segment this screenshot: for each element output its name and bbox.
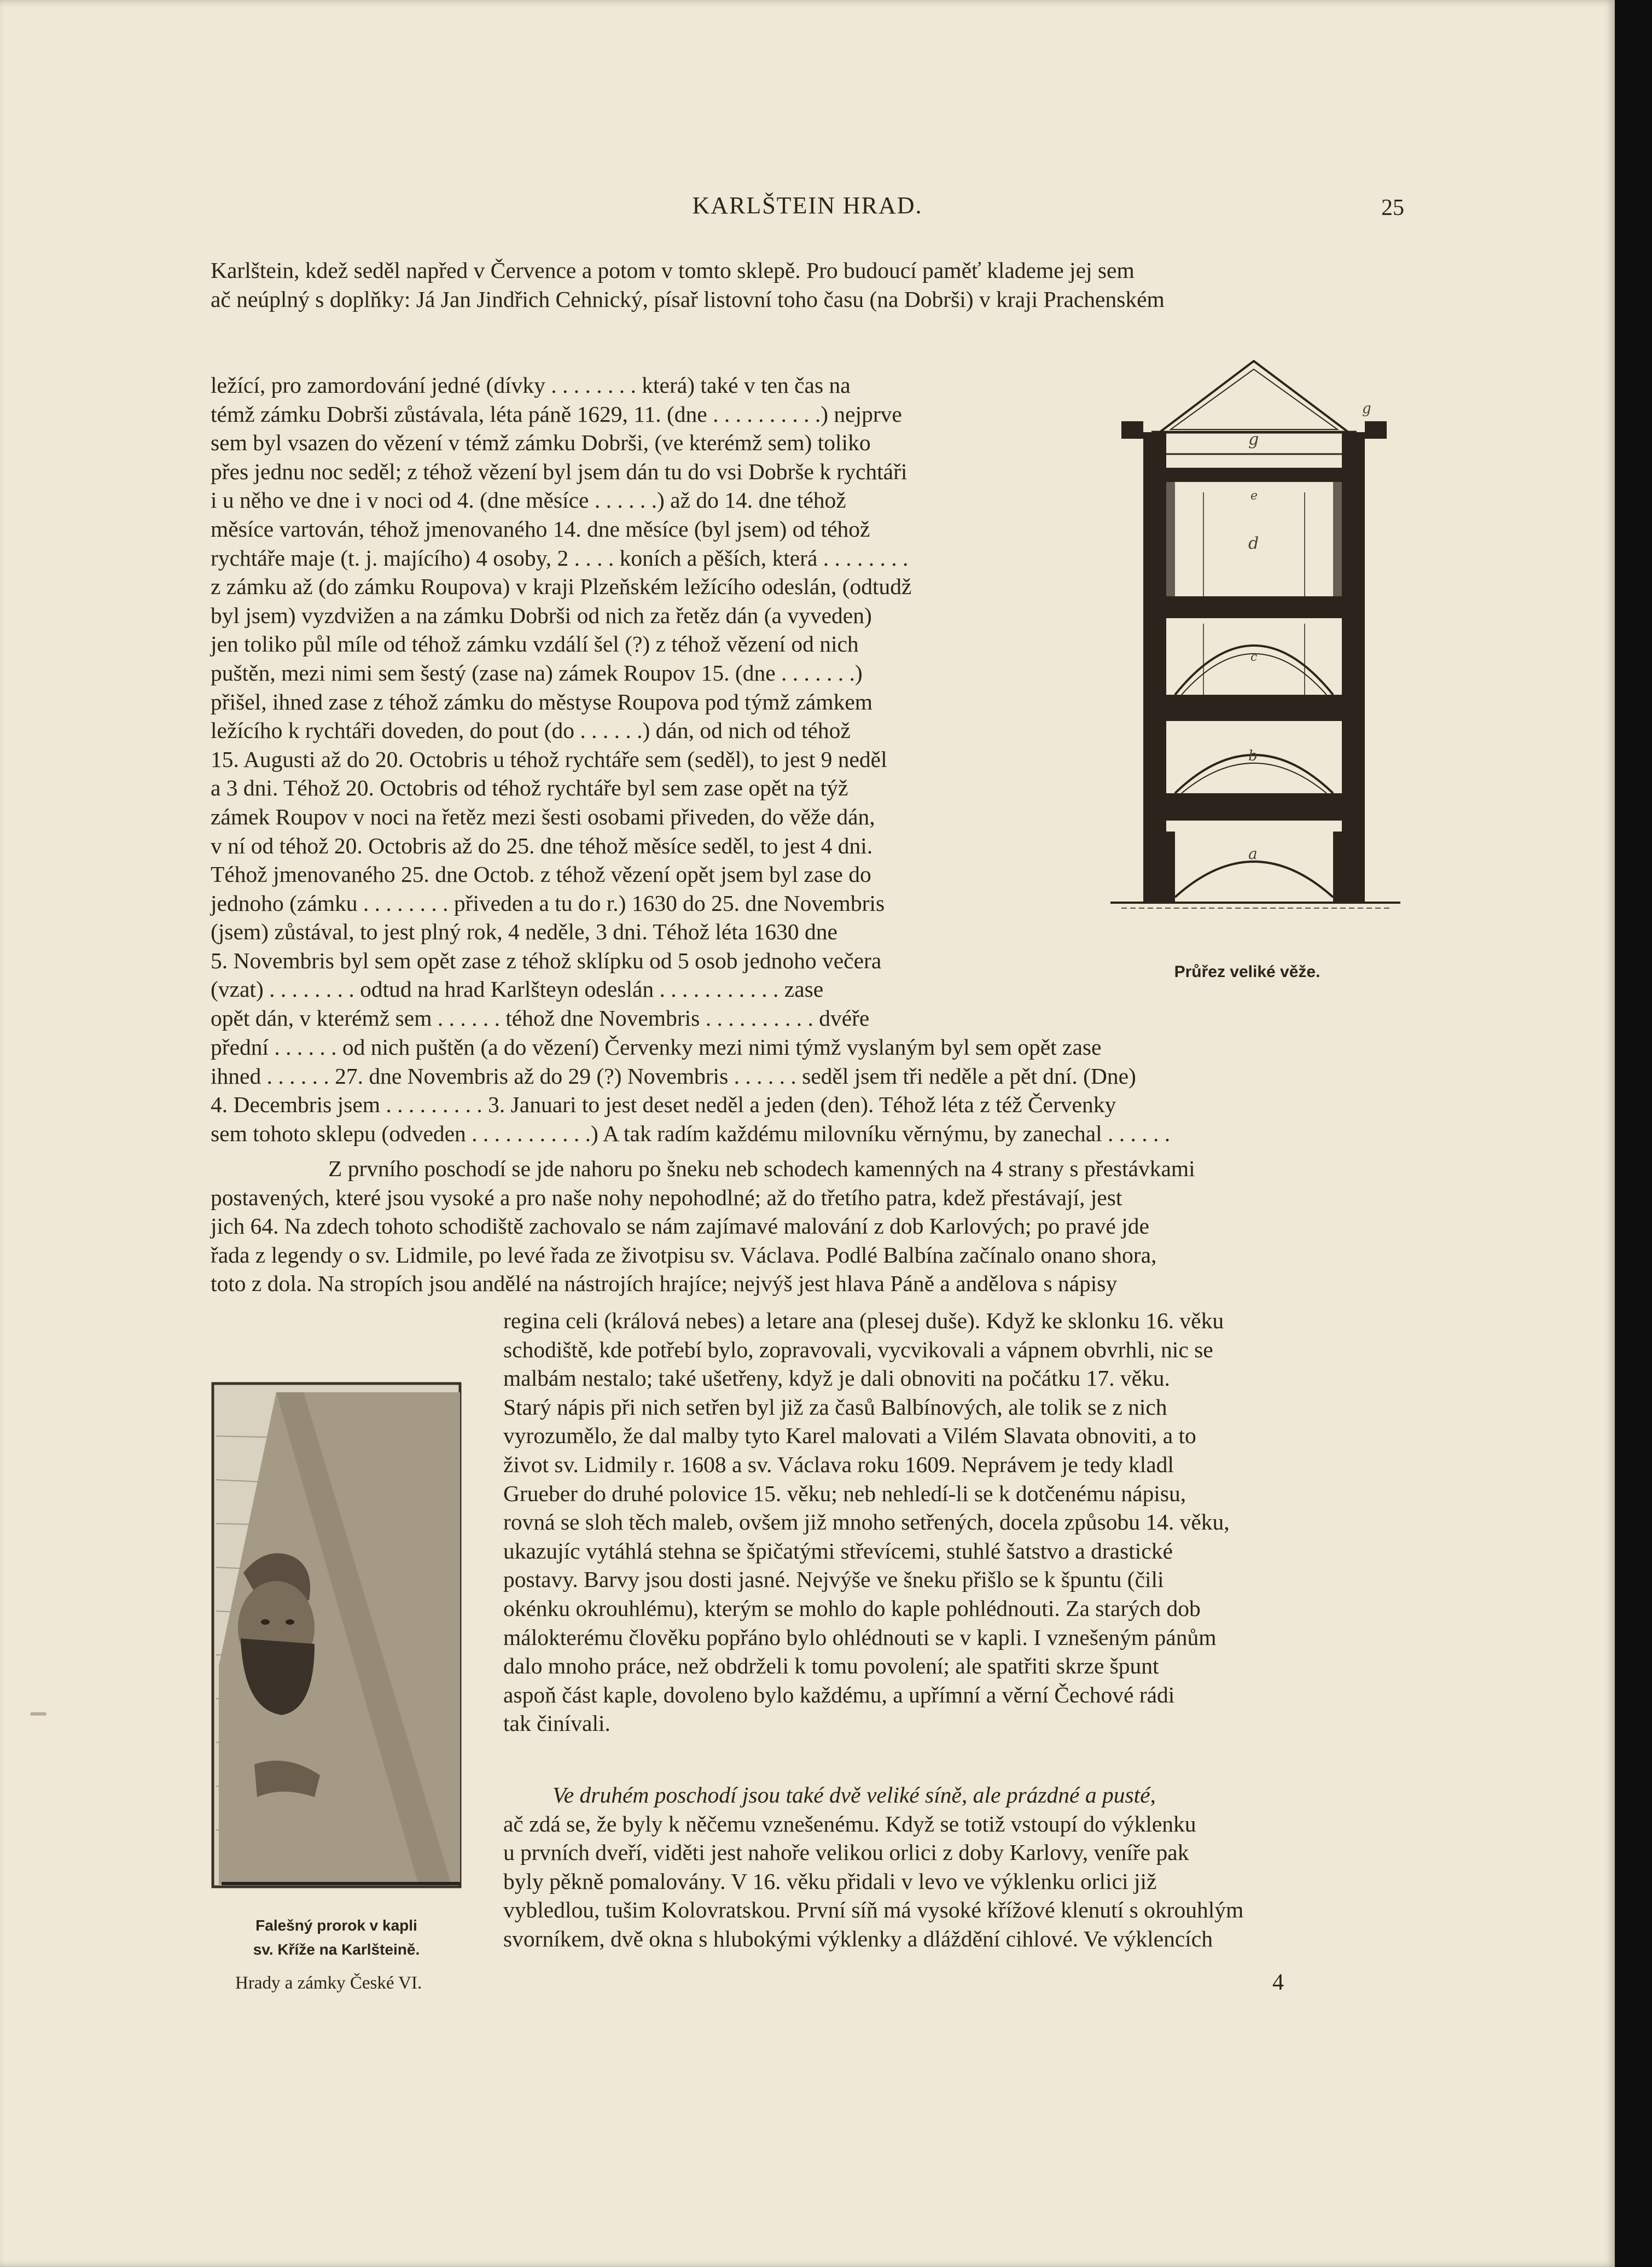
text-line: toto z dola. Na stropích jsou andělé na nástrojích hrajíce; nejvýš jest hlava Páně a andělova s nápisy bbox=[211, 1271, 1118, 1297]
running-head: KARLŠTEIN HRAD. bbox=[692, 192, 923, 219]
text-line: málokterému člověku popřáno bylo ohlédnouti se v kapli. I vznešeným pánům bbox=[503, 1624, 1217, 1650]
text-line: jednoho (zámku . . . . . . . . přiveden a tu do r.) 1630 do 25. dne Novembris bbox=[211, 890, 885, 916]
text-line: sem byl vsazen do vězení v témž zámku Dobrši, (ve kterémž sem) toliko bbox=[211, 430, 871, 456]
paragraph-2 bbox=[211, 1154, 1406, 1298]
tower-letter-d: d bbox=[1248, 534, 1259, 553]
text-line: schodiště, kde potřebí bylo, zopravovali, vycvikovali a vápnem obvrhli, nic se bbox=[503, 1336, 1213, 1362]
text-line: (vzat) . . . . . . . . odtud na hrad Karlšteyn odeslán . . . . . . . . . . . zase bbox=[211, 976, 824, 1002]
text-line: zámek Roupov v noci na řetěz mezi šesti osobami přiveden, do věže dán, bbox=[211, 804, 875, 829]
text-line: opět dán, v kterémž sem . . . . . . téhož dne Novembris . . . . . . . . . . dvéře bbox=[211, 1005, 870, 1031]
text-line: (jsem) zůstával, to jest plný rok, 4 neděle, 3 dni. Téhož léta 1630 dne bbox=[211, 919, 837, 945]
text-line: puštěn, mezi nimi sem šestý (zase na) zámek Roupov 15. (dne . . . . . . .) bbox=[211, 660, 863, 685]
text-line: Ve druhém poschodí jsou také dvě veliké síně, ale prázdné a pusté, bbox=[552, 1782, 1156, 1807]
paragraph-1-narrow bbox=[211, 371, 1083, 1033]
text-line: přední . . . . . . od nich puštěn (a do vězení) Červenky mezi nimi týmž vyslaným byl sem opět zase bbox=[211, 1034, 1102, 1060]
prophet-caption bbox=[211, 1914, 462, 1962]
text-line: život sv. Lidmily r. 1608 a sv. Václava roku 1609. Neprávem je tedy kladl bbox=[503, 1451, 1174, 1477]
text-line: jen toliko půl míle od téhož zámku vzdálí šel (?) z téhož vězení od nich bbox=[211, 631, 859, 657]
page-number: 25 bbox=[1381, 195, 1404, 220]
text-line: okénku okrouhlému), kterým se mohlo do kaple pohlédnouti. Za starých dob bbox=[503, 1595, 1201, 1621]
text-line: ležícího k rychtáři doveden, do pout (do . . . . . .) dán, od nich od téhož bbox=[211, 718, 851, 743]
text-line: rychtáře maje (t. j. majícího) 4 osoby, 2 . . . . koních a pěších, která . . . . . . . . bbox=[211, 545, 909, 571]
text-line: sem tohoto sklepu (odveden . . . . . . . . . . .) A tak radím každému milovníku věrnýmu, by zanechal . . . . . . bbox=[211, 1120, 1171, 1146]
text-line: ihned . . . . . . 27. dne Novembris až do 29 (?) Novembris . . . . . . seděl jsem tři neděle a pět dní. (Dne) bbox=[211, 1063, 1136, 1089]
text-line: jich 64. Na zdech tohoto schodiště zachovalo se nám zajímavé malování z dob Karlových; po pravé jde bbox=[211, 1213, 1149, 1239]
paragraph-1-top bbox=[211, 256, 1406, 313]
text-line: Z prvního poschodí se jde nahoru po šneku neb schodech kamenných na 4 strany s přestávkami bbox=[328, 1156, 1195, 1181]
text-line: a 3 dni. Téhož 20. Octobris od téhož rychtáře byl sem zase opět na týž bbox=[211, 775, 848, 801]
text-line: Téhož jmenovaného 25. dne Octob. z téhož vězení opět jsem byl zase do bbox=[211, 862, 871, 887]
text-line: Grueber do druhé polovice 15. věku; neb nehledí-li se k dotčenému nápisu, bbox=[503, 1480, 1186, 1506]
tower-section-figure bbox=[1105, 356, 1403, 935]
text-line: přes jednu noc seděl; z téhož vězení byl jsem dán tu do vsi Dobrše k rychtáři bbox=[211, 458, 908, 484]
text-line: 5. Novembris byl sem opět zase z téhož sklípku od 5 osob jednoho večera bbox=[211, 948, 882, 973]
text-line: svorníkem, dvě okna s hlubokými výklenky a dláždění cihlové. Ve výklencích bbox=[503, 1926, 1213, 1951]
tower-caption: Průřez veliké věže. bbox=[1174, 963, 1321, 981]
tower-letter-g: g bbox=[1248, 430, 1259, 449]
paper-speck bbox=[30, 1712, 46, 1716]
text-line: byly pěkně pomalovány. V 16. věku přidali v levo ve výklenku orlici již bbox=[503, 1868, 1157, 1894]
text-line: tak činívali. bbox=[503, 1711, 610, 1736]
text-line: z zámku až (do zámku Roupova) v kraji Plzeňském ležícího odeslán, (odtudž bbox=[211, 574, 912, 600]
text-line: v ní od téhož 20. Octobris až do 25. dne téhož měsíce seděl, to jest 4 dni. bbox=[211, 833, 873, 858]
text-line: ač zdá se, že byly k něčemu vznešenému. Když se totiž vstoupí do výklenku bbox=[503, 1811, 1196, 1836]
text-line: řada z legendy o sv. Lidmile, po levé řada ze životpisu sv. Václava. Podlé Balbína začínalo onano shora, bbox=[211, 1242, 1157, 1268]
text-line: témž zámku Dobrši zůstávala, léta páně 1629, 11. (dne . . . . . . . . . .) nejprve bbox=[211, 401, 902, 427]
text-line: malbám nestalo; také ušetřeny, když je dali obnoviti na počátku 17. věku. bbox=[503, 1365, 1170, 1391]
series-footer: Hrady a zámky České VI. bbox=[235, 1973, 422, 1993]
text-line: u prvních dveří, viděti jest nahoře velikou orlici z doby Karlovy, veníře pak bbox=[503, 1840, 1189, 1865]
text-line: dalo mnoho práce, než obdrželi k tomu povolení; ale spatřiti skrze špunt bbox=[503, 1653, 1159, 1679]
tower-letter-b: b bbox=[1248, 748, 1258, 764]
text-line: i u něho ve dne i v noci od 4. (dne měsíce . . . . . .) až do 14. dne téhož bbox=[211, 487, 846, 513]
page-edge bbox=[1615, 0, 1652, 2267]
text-line: aspoň část kaple, dovoleno bylo každému, a upřímní a věrní Čechové rádi bbox=[503, 1682, 1175, 1707]
text-line: ač neúplný s doplňky: Já Jan Jindřich Cehnický, písař listovní toho času (na Dobrši) v kraji Prachenském bbox=[211, 286, 1165, 312]
text-line: postavy. Barvy jsou dosti jasné. Nejvýše ve šneku přišlo se k špuntu (čili bbox=[503, 1567, 1164, 1592]
text-line: postavených, které jsou vysoké a pro naše nohy nepohodlné; až do třetího patra, kdež přestávají, jest bbox=[211, 1184, 1122, 1210]
text-line: byl jsem) vyzdvižen a na zámku Dobrši od nich za řetěz dán (a vyveden) bbox=[211, 602, 872, 628]
tower-letter-g2: g bbox=[1362, 400, 1371, 417]
tower-letter-a: a bbox=[1248, 845, 1258, 863]
text-line: 4. Decembris jsem . . . . . . . . . 3. Januari to jest deset neděl a jeden (den). Téhož léta z též Červenky bbox=[211, 1092, 1116, 1118]
tower-letter-c: c bbox=[1250, 650, 1258, 664]
text-line: Starý nápis při nich setřen byl již za časů Balbínových, ale tolik se z nich bbox=[503, 1394, 1167, 1420]
text-line: Karlštein, kdež seděl napřed v Července a potom v tomto sklepě. Pro budoucí paměť klademe jej sem bbox=[211, 258, 1135, 283]
signature-mark: 4 bbox=[1272, 1970, 1284, 1995]
prophet-caption-line: Falešný prorok v kapli bbox=[255, 1917, 417, 1934]
paragraph-4 bbox=[503, 1781, 1406, 1954]
text-line: regina celi (králová nebes) a letare ana (plesej duše). Když ke sklonku 16. věku bbox=[503, 1308, 1224, 1333]
text-line: měsíce vartován, téhož jmenovaného 14. dne měsíce (byl jsem) od téhož bbox=[211, 516, 870, 542]
paragraph-1-bottom bbox=[211, 1033, 1406, 1148]
prophet-caption-line: sv. Kříže na Karlšteině. bbox=[253, 1941, 420, 1958]
text-line: ležící, pro zamordování jedné (dívky . . . . . . . . která) také v ten čas na bbox=[211, 373, 851, 398]
text-line: rovná se sloh těch maleb, ovšem již mnoho setřených, docela způsobu 14. věku, bbox=[503, 1509, 1230, 1535]
text-line: vyrozumělo, že dal malby tyto Karel malovati a Vilém Slavata obnoviti, a to bbox=[503, 1423, 1196, 1449]
text-line: 15. Augusti až do 20. Octobris u téhož rychtáře sem (seděl), to jest 9 neděl bbox=[211, 746, 887, 772]
tower-letter-e: e bbox=[1250, 489, 1258, 503]
paragraph-3 bbox=[503, 1306, 1406, 1738]
text-line: přišel, ihned zase z téhož zámku do městyse Roupova pod týmž zámkem bbox=[211, 689, 873, 714]
text-line: vybledlou, tušim Kolovratskou. První síň má vysoké křížové klenutí s okrouhlým bbox=[503, 1897, 1244, 1923]
false-prophet-figure bbox=[211, 1381, 462, 1893]
text-line: ukazujíc vytáhlá stehna se špičatými střevícemi, stuhlé šatstvo a drastické bbox=[503, 1538, 1173, 1563]
